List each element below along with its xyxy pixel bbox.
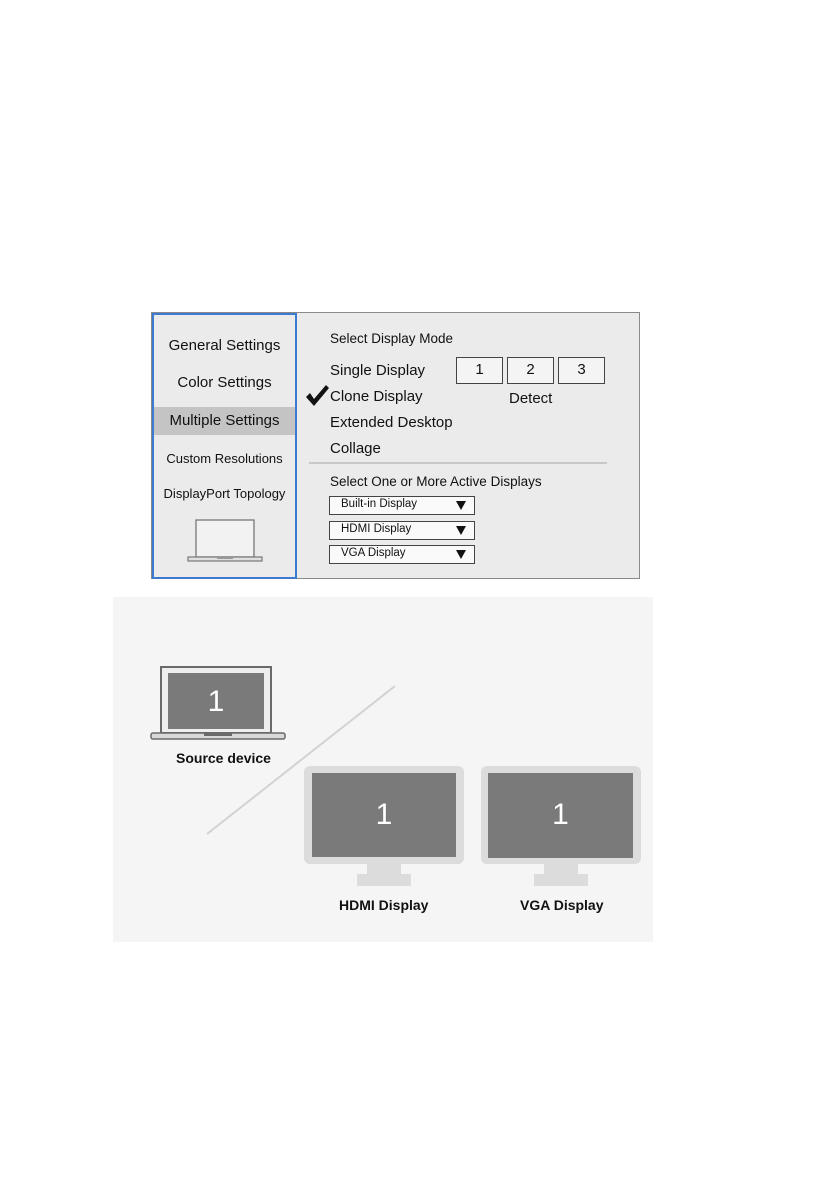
dropdown-label: Built-in Display: [341, 498, 418, 510]
sidebar-item-general-settings[interactable]: General Settings: [168, 337, 281, 354]
vga-display-caption: VGA Display: [520, 897, 604, 913]
source-screen-number: 1: [207, 685, 225, 718]
vga-display-dropdown[interactable]: [329, 545, 475, 564]
laptop-icon: [187, 519, 263, 563]
vga-screen-number: 1: [552, 798, 569, 831]
dropdown-arrow-icon: [456, 526, 466, 535]
sidebar-item-custom-resolutions[interactable]: Custom Resolutions: [166, 451, 283, 466]
active-displays-title: Select One or More Active Displays: [330, 474, 542, 489]
built-in-display-dropdown[interactable]: [329, 496, 475, 515]
display-3-button[interactable]: 3: [558, 357, 605, 384]
mode-single-display[interactable]: Single Display: [330, 362, 426, 379]
detect-button[interactable]: Detect: [509, 390, 553, 407]
dropdown-arrow-icon: [456, 550, 466, 559]
sidebar-item-displayport-topology[interactable]: DisplayPort Topology: [163, 486, 286, 501]
hdmi-screen-number: 1: [375, 798, 393, 831]
hdmi-display-dropdown[interactable]: [329, 521, 475, 540]
dropdown-arrow-icon: [456, 501, 466, 510]
sidebar-item-color-settings[interactable]: Color Settings: [177, 374, 272, 391]
mode-extended-desktop[interactable]: Extended Desktop: [330, 414, 453, 431]
source-device-caption: Source device: [176, 750, 271, 766]
mode-clone-display[interactable]: Clone Display: [330, 388, 423, 405]
checkmark-icon: [304, 384, 330, 408]
display-2-button[interactable]: 2: [507, 357, 554, 384]
display-1-button[interactable]: 1: [456, 357, 503, 384]
hdmi-display-caption: HDMI Display: [339, 897, 429, 913]
sidebar-item-multiple-settings[interactable]: Multiple Settings: [154, 407, 295, 435]
display-mode-title: Select Display Mode: [330, 331, 454, 346]
dropdown-label: HDMI Display: [341, 523, 412, 535]
section-divider: [309, 462, 607, 464]
mode-collage[interactable]: Collage: [330, 440, 381, 457]
dropdown-label: VGA Display: [341, 547, 406, 559]
